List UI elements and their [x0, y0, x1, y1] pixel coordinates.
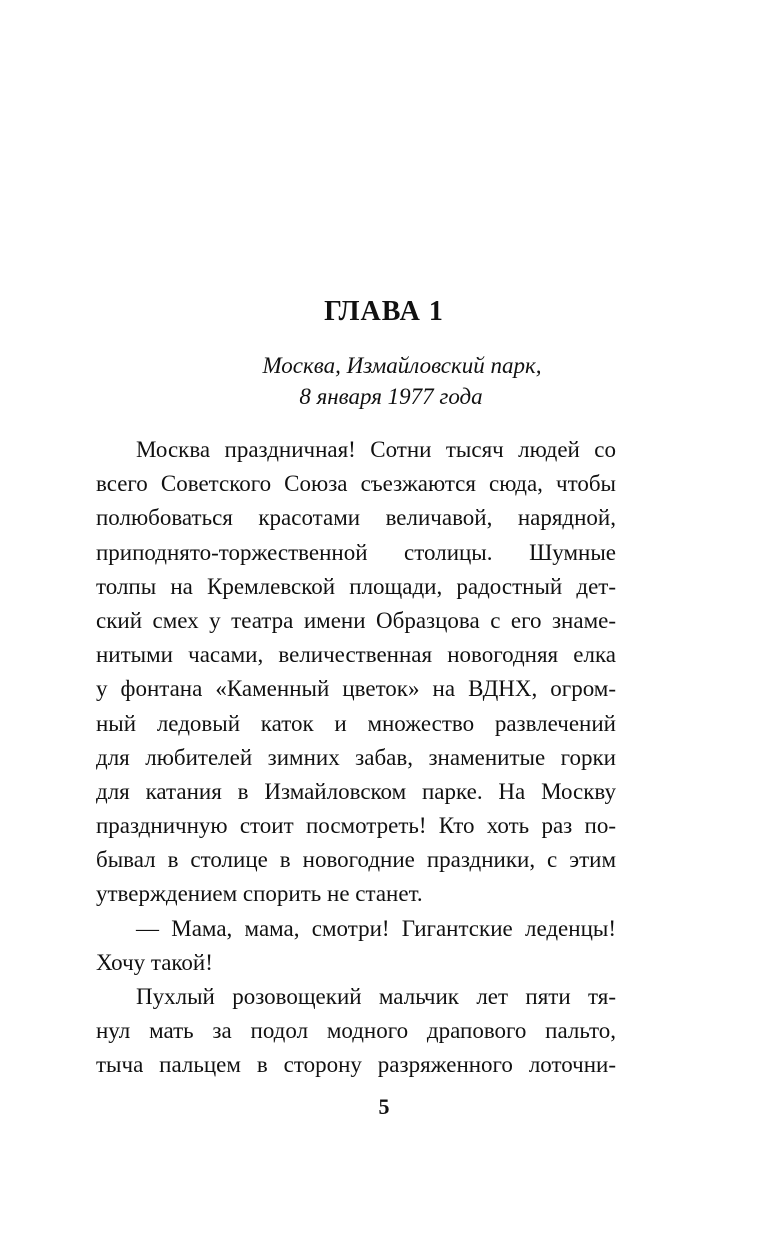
chapter-epigraph: [0, 350, 768, 412]
text-line: Москва праздничная! Сотни тысяч людей со: [136, 437, 616, 462]
text-line: ный ледовый каток и множество развлечений: [96, 710, 616, 736]
text-line: нул мать за подол модного драпового пальто,: [96, 1018, 616, 1044]
chapter-title: ГЛАВА 1: [324, 296, 444, 327]
text-line: приподнято-торжественной столицы. Шумные: [96, 539, 616, 565]
text-line: Пухлый розовощекий мальчик лет пяти тя-: [136, 984, 616, 1009]
text-line: для катания в Измайловском парке. На Москву: [96, 778, 616, 804]
body-text: [96, 433, 616, 1083]
text-line: праздничную стоит посмотреть! Кто хоть раз по-: [96, 813, 616, 839]
text-line: всего Советского Союза съезжаются сюда, чтобы: [96, 471, 616, 497]
text-line: ский смех у театра имени Образцова с его знаме-: [96, 607, 616, 633]
text-line: толпы на Кремлевской площади, радостный дет-: [96, 573, 616, 599]
text-line: бывал в столице в новогодние праздники, с этим: [96, 847, 616, 873]
text-line: у фонтана «Каменный цветок» на ВДНХ, огром-: [96, 676, 616, 702]
text-line: тыча пальцем в сторону разряженного лоточни-: [96, 1052, 616, 1078]
text-line: полюбоваться красотами величавой, нарядной,: [96, 505, 616, 531]
text-line: нитыми часами, величественная новогодняя елка: [96, 642, 616, 668]
dialogue-line: — Мама, мама, смотри! Гигантские леденцы!: [136, 915, 616, 941]
epigraph-place: Москва, Измайловский парк,: [262, 353, 542, 378]
text-line: для любителей зимних забав, знаменитые горки: [96, 744, 616, 770]
page-number: 5: [378, 1094, 390, 1119]
epigraph-date: 8 января 1977 года: [299, 384, 483, 409]
text-line: утверждением спорить не станет.: [96, 881, 423, 907]
dialogue-line: Хочу такой!: [96, 949, 213, 975]
